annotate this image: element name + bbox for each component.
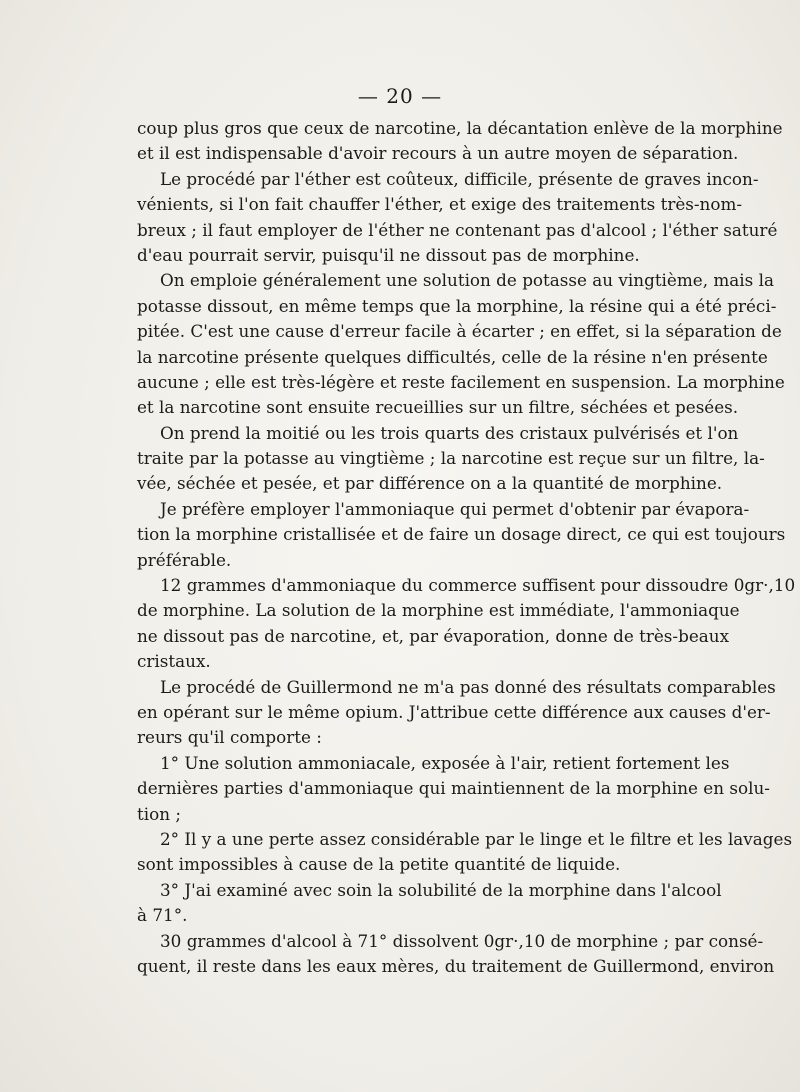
text-line: 30 grammes d'alcool à 71° dissolvent 0gr·,10 de morphine ; par consé- bbox=[160, 930, 764, 951]
text-line: quent, il reste dans les eaux mères, du traitement de Guillermond, environ bbox=[137, 955, 775, 976]
text-line: traite par la potasse au vingtième ; la narcotine est reçue sur un filtre, la- bbox=[137, 448, 765, 469]
text-line: reurs qu'il comporte : bbox=[137, 727, 322, 748]
text-line: pitée. C'est une cause d'erreur facile à écarter ; en effet, si la séparation de bbox=[137, 321, 782, 342]
text-line: de morphine. La solution de la morphine est immédiate, l'ammoniaque bbox=[137, 600, 740, 621]
text-line: tion la morphine cristallisée et de faire un dosage direct, ce qui est toujours bbox=[137, 524, 786, 545]
text-line: d'eau pourrait servir, puisqu'il ne dissout pas de morphine. bbox=[137, 244, 640, 265]
text-line: aucune ; elle est très-légère et reste facilement en suspension. La morphine bbox=[137, 371, 785, 392]
text-line: Le procédé par l'éther est coûteux, difficile, présente de graves incon- bbox=[160, 168, 759, 189]
text-line: Je préfère employer l'ammoniaque qui permet d'obtenir par évapora- bbox=[160, 498, 750, 519]
body-text bbox=[137, 116, 796, 979]
text-line: breux ; il faut employer de l'éther ne contenant pas d'alcool ; l'éther saturé bbox=[137, 219, 778, 240]
text-line: potasse dissout, en même temps que la morphine, la résine qui a été préci- bbox=[137, 295, 777, 316]
text-line: 2° Il y a une perte assez considérable par le linge et le filtre et les lavages bbox=[160, 828, 793, 849]
text-line: 1° Une solution ammoniacale, exposée à l'air, retient fortement les bbox=[160, 752, 730, 773]
text-line: la narcotine présente quelques difficultés, celle de la résine n'en présente bbox=[137, 346, 768, 367]
text-line: préférable. bbox=[137, 549, 232, 570]
text-line: et il est indispensable d'avoir recours à un autre moyen de séparation. bbox=[137, 143, 739, 164]
text-line: 12 grammes d'ammoniaque du commerce suffisent pour dissoudre 0gr·,10 bbox=[160, 575, 796, 596]
text-line: dernières parties d'ammoniaque qui maintiennent de la morphine en solu- bbox=[137, 778, 770, 799]
text-line: et la narcotine sont ensuite recueillies sur un filtre, séchées et pesées. bbox=[137, 397, 739, 418]
text-line: à 71°. bbox=[137, 905, 188, 926]
text-line: vénients, si l'on fait chauffer l'éther, et exige des traitements très-nom- bbox=[137, 194, 743, 215]
text-line: tion ; bbox=[137, 803, 182, 824]
text-line: On emploie généralement une solution de potasse au vingtième, mais la bbox=[160, 270, 774, 291]
text-line: coup plus gros que ceux de narcotine, la décantation enlève de la morphine bbox=[137, 118, 783, 138]
text-line: en opérant sur le même opium. J'attribue cette différence aux causes d'er- bbox=[137, 701, 771, 722]
text-line: ne dissout pas de narcotine, et, par évaporation, donne de très-beaux bbox=[137, 625, 730, 646]
text-line: sont impossibles à cause de la petite quantité de liquide. bbox=[137, 854, 621, 875]
text-line: vée, séchée et pesée, et par différence on a la quantité de morphine. bbox=[137, 473, 723, 494]
page-number-header: — 20 — bbox=[357, 84, 443, 108]
text-line: cristaux. bbox=[137, 651, 211, 672]
text-line: Le procédé de Guillermond ne m'a pas donné des résultats comparables bbox=[160, 676, 776, 697]
text-line: On prend la moitié ou les trois quarts des cristaux pulvérisés et l'on bbox=[160, 422, 739, 443]
text-line: 3° J'ai examiné avec soin la solubilité de la morphine dans l'alcool bbox=[160, 879, 722, 900]
